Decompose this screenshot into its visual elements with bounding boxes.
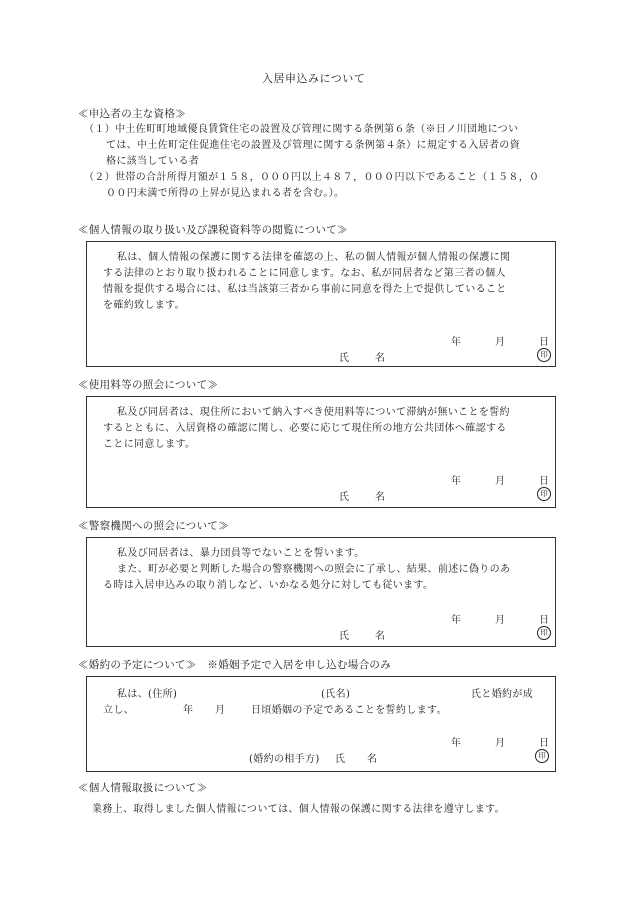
privacy-consent-box <box>86 241 556 367</box>
date-month-label: 月 <box>495 615 506 626</box>
personal-info-text: 業務上、取得しました個人情報については、個人情報の保護に関する法律を遵守します。 <box>92 804 505 815</box>
police-line: また、町が必要と判断した場合の警察機関への照会に了承し、結果、前述に偽りのあ <box>117 564 511 575</box>
date-year-label: 年 <box>451 337 462 348</box>
date-month-label: 月 <box>495 738 506 749</box>
marriage-name-label: (氏名) <box>321 689 351 700</box>
marriage-engaged-text: 氏と婚約が成 <box>471 689 534 700</box>
qualification-item-1-line-2: ては、中土佐町定住促進住宅の設置及び管理に関する条例第４条）に規定する入居者の資 <box>106 140 520 151</box>
date-day-label: 日 <box>539 738 550 749</box>
privacy-consent-heading: ≪個人情報の取り扱い及び課税資料等の閲覧について≫ <box>78 224 348 236</box>
marriage-pledge-text: 日頃婚姻の予定であることを誓約します。 <box>251 705 447 716</box>
marriage-month-label: 月 <box>215 705 226 716</box>
name-label-mei: 名 <box>375 631 386 642</box>
qualification-item-1-line-1: （１）中土佐町町地域優良賃貸住宅の設置及び管理に関する条例第６条（※日ノ川団地につい <box>84 124 519 135</box>
date-month-label: 月 <box>495 476 506 487</box>
seal-mark-icon: 印 <box>537 626 551 640</box>
personal-info-heading: ≪個人情報取扱について≫ <box>78 782 208 794</box>
date-year-label: 年 <box>451 615 462 626</box>
name-label-shi: 氏 <box>335 754 346 765</box>
name-label-mei: 名 <box>375 353 386 364</box>
date-day-label: 日 <box>539 615 550 626</box>
police-line: 私及び同居者は、暴力団員等でないことを誓います。 <box>117 548 365 559</box>
privacy-consent-line: する法律のとおり取り扱われることに同意します。なお、私が同居者など第三者の個人 <box>103 268 506 279</box>
name-label-shi: 氏 <box>339 353 350 364</box>
usage-fee-box <box>86 396 556 508</box>
marriage-established-text: 立し、 <box>103 705 135 716</box>
seal-mark-icon: 印 <box>537 348 551 362</box>
usage-fee-line: ことに同意します。 <box>103 439 196 450</box>
marriage-box <box>86 676 556 772</box>
date-day-label: 日 <box>539 476 550 487</box>
marriage-heading: ≪婚約の予定について≫ ※婚姻予定で入居を申し込む場合のみ <box>78 659 391 671</box>
date-day-label: 日 <box>539 337 550 348</box>
name-label-shi: 氏 <box>339 492 350 503</box>
date-month-label: 月 <box>495 337 506 348</box>
privacy-consent-line: を確約致します。 <box>103 300 185 311</box>
name-label-mei: 名 <box>367 754 378 765</box>
privacy-consent-line: 私は、個人情報の保護に関する法律を確認の上、私の個人情報が個人情報の保護に関 <box>117 252 511 263</box>
date-year-label: 年 <box>451 476 462 487</box>
seal-mark-icon: 印 <box>537 487 551 501</box>
date-year-label: 年 <box>451 738 462 749</box>
privacy-consent-line: 情報を提供する場合には、私は当該第三者から事前に同意を得た上で提供していること <box>103 284 507 295</box>
qualification-item-2-line-2: ００円未満で所得の上昇が見込まれる者を含む。）。 <box>106 188 345 199</box>
police-line: る時は入居申込みの取り消しなど、いかなる処分に対しても従います。 <box>103 580 434 591</box>
name-label-mei: 名 <box>375 492 386 503</box>
seal-mark-icon: 印 <box>535 749 549 763</box>
usage-fee-line: するとともに、入居資格の確認に関し、必要に応じて現住所の地方公共団体へ確認する <box>103 423 507 434</box>
usage-fee-line: 私及び同居者は、現住所において納入すべき使用料等について滞納が無いことを誓約 <box>117 407 510 418</box>
qualifications-heading: ≪申込者の主な資格≫ <box>78 108 186 120</box>
police-heading: ≪警察機関への照会について≫ <box>78 520 229 532</box>
name-label-shi: 氏 <box>339 631 350 642</box>
qualification-item-2-line-1: （２）世帯の合計所得月額が１５８，０００円以上４８７，０００円以下であること（１５８，０ <box>84 172 540 183</box>
partner-label: (婚約の相手方) <box>249 754 320 765</box>
page-title: 入居申込みについて <box>262 72 366 85</box>
usage-fee-heading: ≪使用料等の照会について≫ <box>78 379 219 391</box>
marriage-address-label: 私は、(住所) <box>117 689 178 700</box>
police-box <box>86 537 556 647</box>
qualification-item-1-line-3: 格に該当している者 <box>106 156 200 167</box>
marriage-year-label: 年 <box>183 705 194 716</box>
